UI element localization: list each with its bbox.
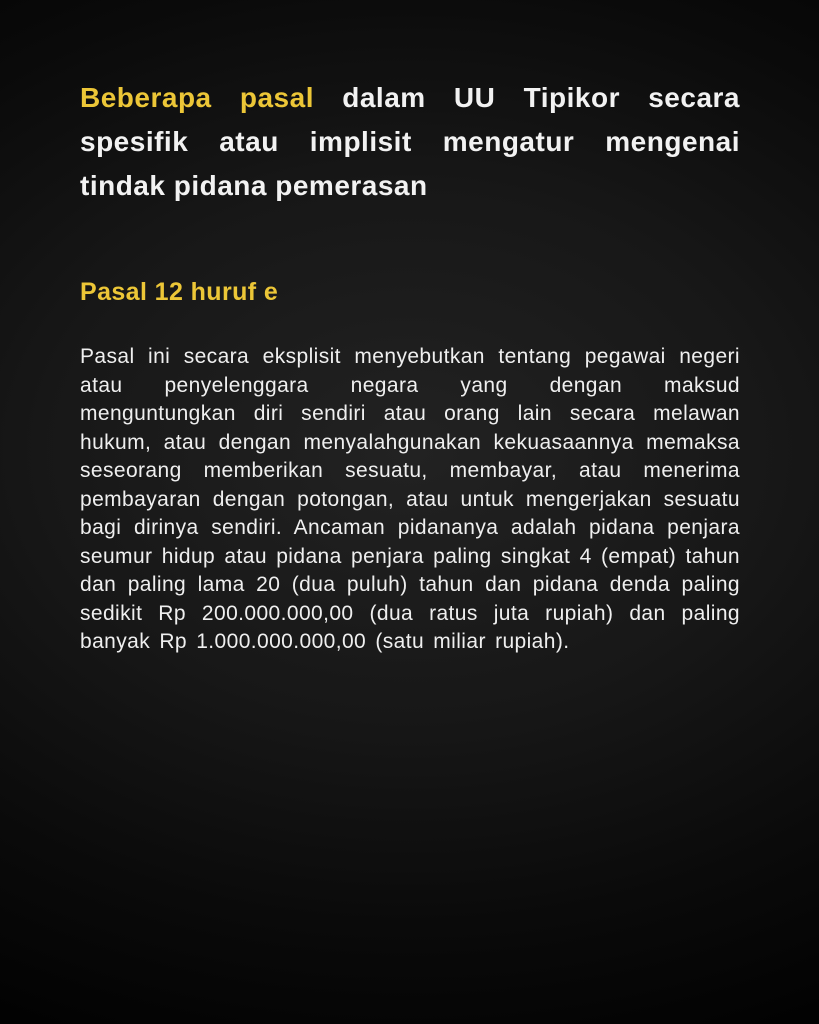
title-rest: dalam UU Tipikor secara spesifik atau implisit mengatur mengenai tindak pidana pemerasan [80, 82, 740, 201]
section-heading: Pasal 12 huruf e [80, 278, 279, 306]
section-body-paragraph: Pasal ini secara eksplisit menyebutkan tentang pegawai negeri atau penyelenggara negara yang dengan maksud menguntungkan diri sendiri atau orang lain secara melawan hukum, atau dengan menyalahgunakan kekuasaannya memaksa seseorang memberikan sesuatu, membayar, atau menerima pembayaran dengan potongan, atau untuk mengerjakan sesuatu bagi dirinya sendiri. Ancaman pidananya adalah pidana penjara seumur hidup atau pidana penjara paling singkat 4 (empat) tahun dan paling lama 20 (dua puluh) tahun dan pidana denda paling sedikit Rp 200.000.000,00 (dua ratus juta rupiah) dan paling banyak Rp 1.000.000.000,00 (satu miliar rupiah). [80, 345, 740, 653]
title-highlight: Beberapa pasal [80, 82, 314, 113]
page-title [80, 76, 740, 208]
